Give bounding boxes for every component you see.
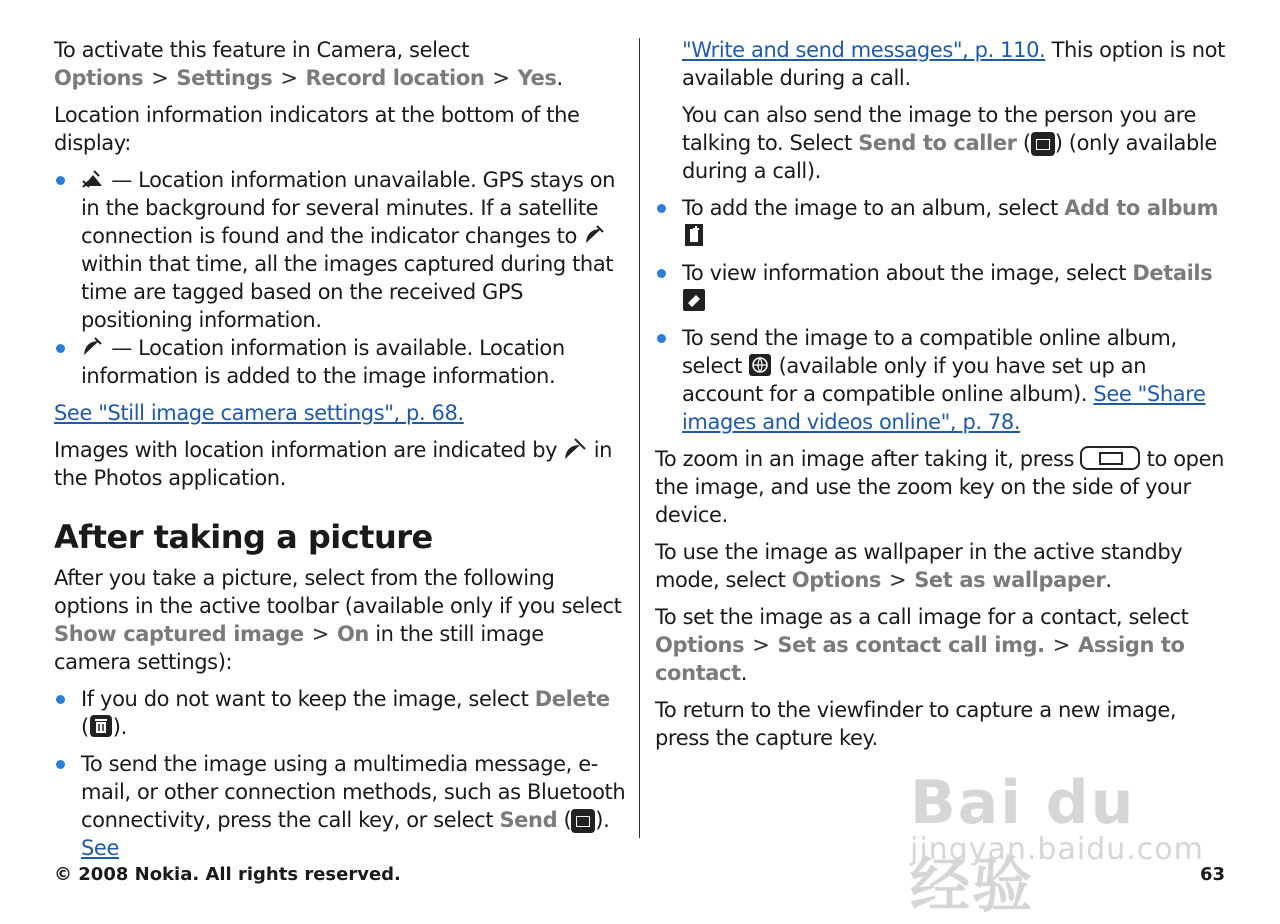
left-column	[54, 36, 626, 871]
list-item: — Location information is available. Location information is added to the image information.	[54, 334, 626, 390]
menu-path-assign-to-contact: Assign to contact	[655, 633, 1185, 685]
section-heading: After taking a picture	[54, 518, 433, 556]
menu-path-record-location: Record location	[305, 66, 485, 90]
list-item: To send the image to a compatible online album, select (available only if you have set up an account for a compatible online album). See "Share images and videos online", p. 78.	[655, 324, 1230, 436]
online-share-icon	[748, 353, 772, 377]
menu-path-set-as-wallpaper: Set as wallpaper	[914, 568, 1106, 592]
option-delete: Delete	[534, 687, 610, 711]
list-item: — Location information unavailable. GPS stays on in the background for several minutes. If a satellite connection is found and the indicator changes to within that time, all the images captured during that time are tagged based on the received GPS positioning information.	[54, 166, 626, 334]
album-add-icon	[682, 223, 706, 247]
column-divider	[639, 38, 640, 838]
toolbar-options-list	[54, 685, 626, 862]
list-item: To view information about the image, select Details	[655, 259, 1230, 315]
satellite-unavailable-icon	[81, 167, 105, 191]
menu-path-yes: Yes	[517, 66, 557, 90]
envelope-icon	[571, 809, 595, 833]
see-link[interactable]: See	[81, 836, 119, 860]
share-images-link[interactable]: See "Share images and videos online", p. 78.	[682, 382, 1206, 434]
list-item: If you do not want to keep the image, select Delete ( ).	[54, 685, 626, 741]
watermark-url: jingyan.baidu.com	[910, 832, 1204, 867]
option-send-to-caller: Send to caller	[858, 131, 1017, 155]
baidu-watermark	[910, 740, 1204, 921]
right-column	[655, 36, 1230, 761]
option-details: Details	[1132, 261, 1213, 285]
menu-path-options: Options	[54, 66, 144, 90]
list-item: To send the image using a multimedia message, e-mail, or other connection methods, such as Bluetooth connectivity, press the call key, or select Send ( ). See	[54, 750, 626, 862]
write-messages-link[interactable]: "Write and send messages", p. 110.	[682, 38, 1046, 62]
menu-path-options: Options	[791, 568, 881, 592]
menu-path-set-contact-call-img: Set as contact call img.	[777, 633, 1045, 657]
text: To activate this feature in Camera, select	[54, 38, 470, 62]
gallery-key-icon	[1080, 446, 1140, 470]
cross-reference-link[interactable]: See "Still image camera settings", p. 68.	[54, 401, 464, 425]
menu-path-show-captured-image: Show captured image	[54, 622, 304, 646]
list-item: To add the image to an album, select Add to album	[655, 194, 1230, 250]
paragraph-indicators: Location information indicators at the bottom of the display:	[54, 103, 580, 155]
page-number: 63	[1200, 864, 1226, 885]
paragraph-zoom: To zoom in an image after taking it, press to open the image, and use the zoom key on the side of your device.	[655, 447, 1225, 527]
menu-path-on: On	[336, 622, 369, 646]
satellite-available-icon	[583, 223, 607, 247]
paragraph-viewfinder: To return to the viewfinder to capture a new image, press the capture key.	[655, 698, 1177, 750]
paragraph-after-picture: After you take a picture, select from the following options in the active toolbar (available only if you select Show captured image > On in the still image camera settings):	[54, 566, 622, 674]
watermark-brand: Bai du 经验	[910, 768, 1136, 921]
envelope-icon	[1031, 132, 1055, 156]
geotag-icon	[563, 437, 587, 461]
paragraph-send-caller: You can also send the image to the person you are talking to. Select Send to caller ( ) (only available during a call).	[682, 103, 1217, 183]
menu-path-settings: Settings	[176, 66, 273, 90]
link-still-image-settings[interactable]	[54, 399, 626, 427]
more-options-list	[655, 194, 1230, 436]
option-send: Send	[499, 808, 558, 832]
trash-icon	[89, 714, 113, 738]
paragraph-call-image: To set the image as a call image for a contact, select Options > Set as contact call img. > Assign to contact.	[655, 605, 1189, 685]
footer-copyright: © 2008 Nokia. All rights reserved.	[54, 864, 401, 885]
paragraph-activate: To activate this feature in Camera, select Options > Settings > Record location > Yes.	[54, 38, 563, 90]
paragraph-location-indicated: Images with location information are indicated by in the Photos application.	[54, 438, 613, 490]
menu-path-options: Options	[655, 633, 745, 657]
option-add-to-album: Add to album	[1064, 196, 1219, 220]
details-tag-icon	[682, 288, 706, 312]
satellite-available-icon	[81, 335, 105, 359]
paragraph-write-messages: "Write and send messages", p. 110. This option is not available during a call.	[682, 38, 1225, 90]
paragraph-wallpaper: To use the image as wallpaper in the active standby mode, select Options > Set as wallpaper.	[655, 540, 1183, 592]
indicator-list	[54, 166, 626, 390]
